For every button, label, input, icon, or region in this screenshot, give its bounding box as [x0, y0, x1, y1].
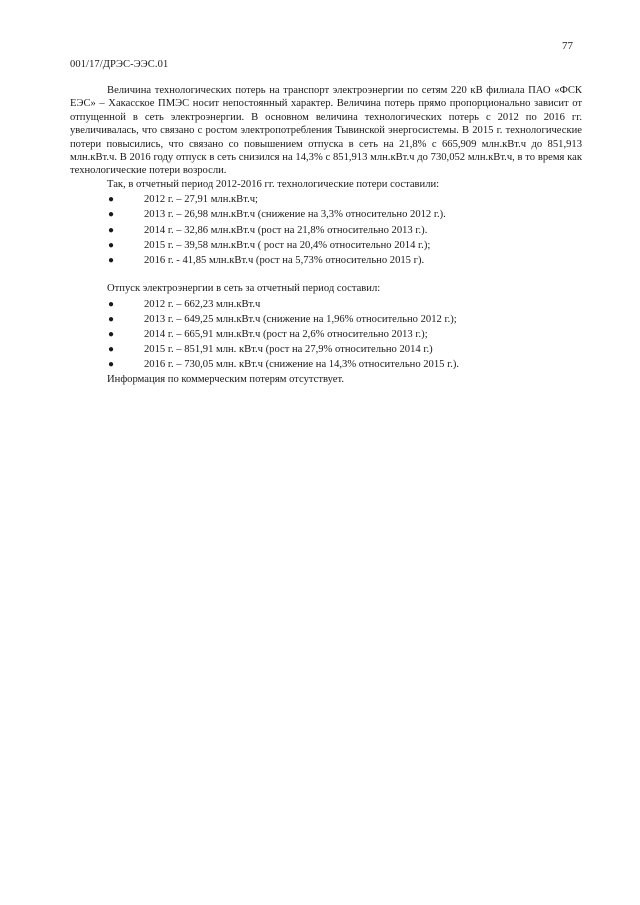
bullet-icon: ●	[108, 239, 115, 251]
list-item: ● 2015 г. – 851,91 млн. кВт.ч (рост на 27,9% относительно 2014 г.)	[70, 342, 582, 357]
page-number: 77	[562, 40, 573, 52]
bullet-icon: ●	[108, 298, 115, 310]
supply-intro: Отпуск электроэнергии в сеть за отчетный период составил:	[107, 283, 381, 295]
losses-intro: Так, в отчетный период 2012-2016 гг. технологические потери составили:	[107, 178, 440, 190]
bullet-icon: ●	[108, 224, 115, 236]
list-item: ● 2012 г. – 27,91 млн.кВт.ч;	[70, 192, 582, 207]
bullet-icon: ●	[108, 209, 115, 221]
list-item: ● 2016 г. – 730,05 млн. кВт.ч (снижение на 14,3% относительно 2015 г.).	[70, 357, 582, 372]
list-item: ● 2013 г. – 26,98 млн.кВт.ч (снижение на 3,3% относительно 2012 г.).	[70, 207, 582, 222]
commercial-losses-note: Информация по коммерческим потерям отсутствует.	[107, 373, 344, 385]
list-item: ● 2013 г. – 649,25 млн.кВт.ч (снижение на 1,96% относительно 2012 г.);	[70, 312, 582, 327]
list-item: ● 2014 г. – 32,86 млн.кВт.ч (рост на 21,8% относительно 2013 г.).	[70, 223, 582, 238]
bullet-icon: ●	[108, 329, 115, 341]
bullet-icon: ●	[108, 359, 115, 371]
losses-description-paragraph: Величина технологических потерь на транспорт электроэнергии по сетям 220 кВ филиала ПАО «ФСК ЕЭС» – Хакасское ПМЭС носит непостоянный характер. Величина потерь прямо пропорционально зависит от отпущенной в сеть электроэнергии. В основном величина технологических потерь с 2012 по 2016 гг. увеличивалась, что связано с ростом электропотребления Тывинской энергосистемы. В 2015 г. технологические потери повысились, что связано со повышением отпуска в сеть на 21,8% с 665,909 млн.кВт.ч до 851,913 млн.кВт.ч. В 2016 году отпуск в сеть снизился на 14,3% с 851,913 млн.кВт.ч до 730,052 млн.кВт.ч, в то время как технологические потери возросли.	[70, 85, 582, 177]
losses-list	[70, 192, 582, 268]
list-item: ● 2012 г. – 662,23 млн.кВт.ч	[70, 297, 582, 312]
bullet-icon: ●	[108, 194, 115, 206]
document-code: 001/17/ДРЭС-ЭЭС.01	[70, 59, 169, 70]
list-item: ● 2014 г. – 665,91 млн.кВт.ч (рост на 2,6% относительно 2013 г.);	[70, 327, 582, 342]
supply-list	[70, 297, 582, 373]
spacer	[70, 268, 582, 282]
bullet-icon: ●	[108, 344, 115, 356]
list-item: ● 2015 г. – 39,58 млн.кВт.ч ( рост на 20,4% относительно 2014 г.);	[70, 238, 582, 253]
document-body	[70, 84, 582, 386]
list-item: ● 2016 г. - 41,85 млн.кВт.ч (рост на 5,73% относительно 2015 г).	[70, 253, 582, 268]
bullet-icon: ●	[108, 255, 115, 267]
bullet-icon: ●	[108, 313, 115, 325]
